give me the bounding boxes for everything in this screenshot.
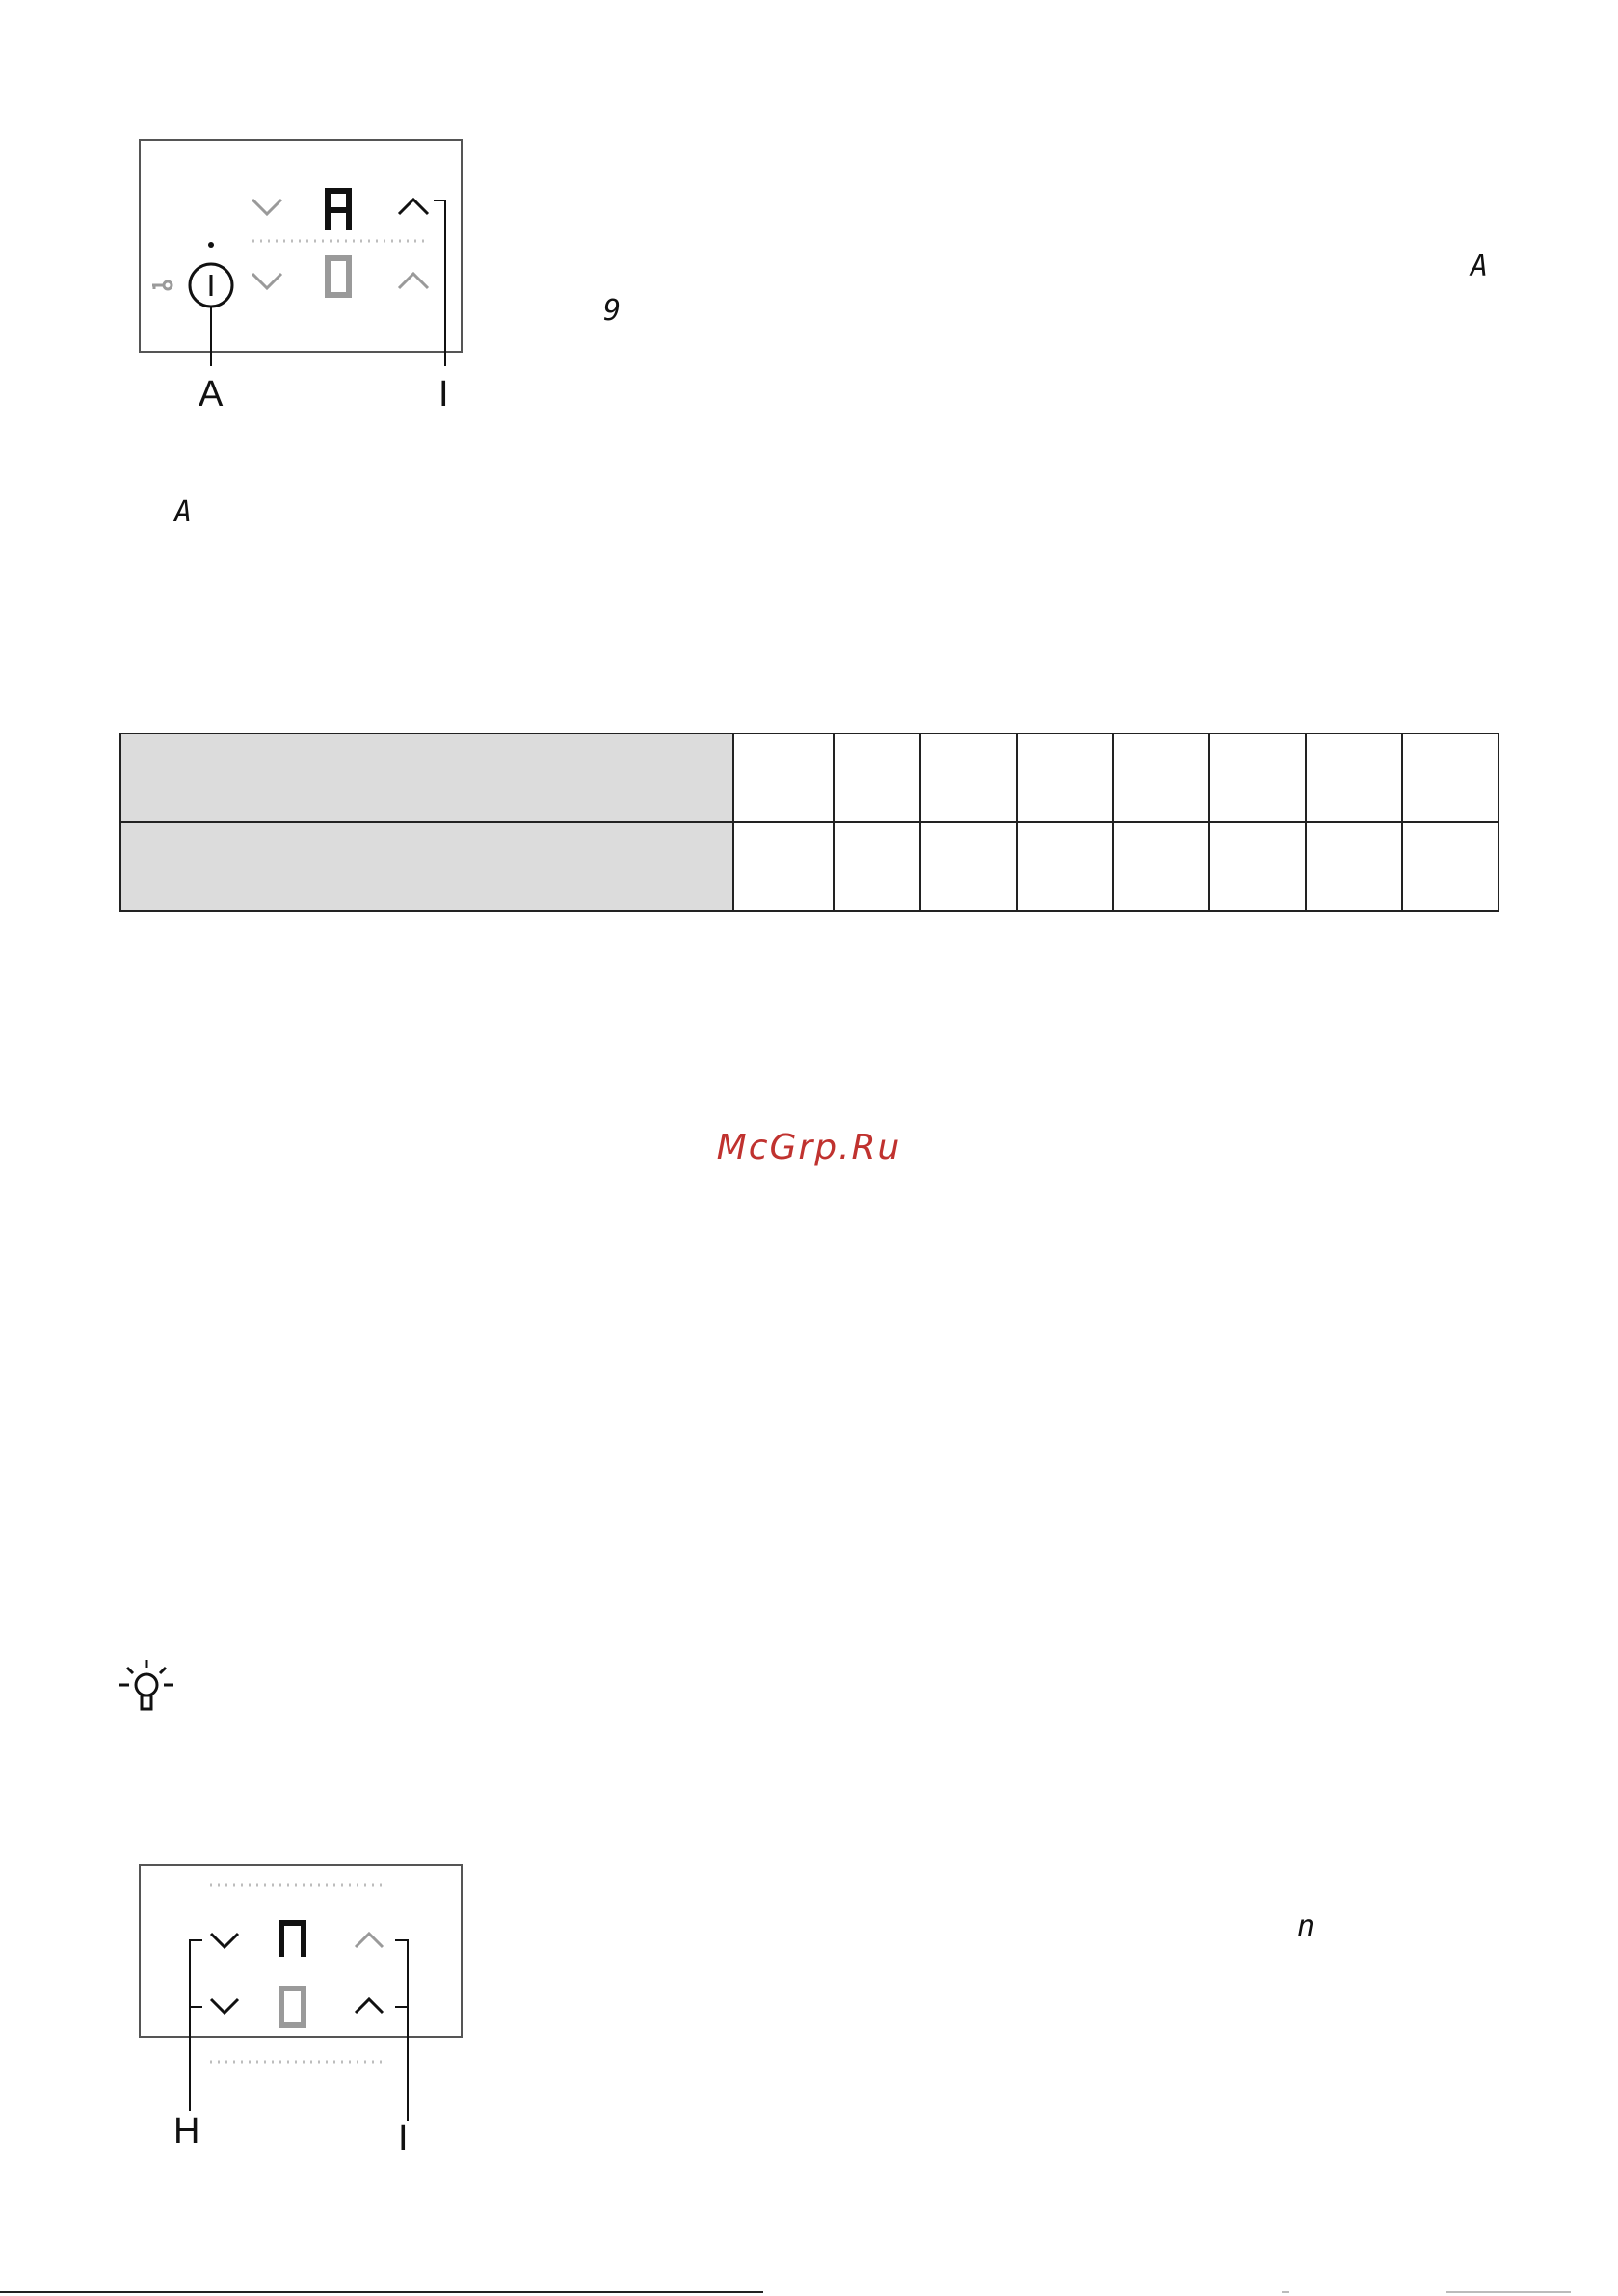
figure-bottom [135, 1860, 482, 2159]
table-cell [1113, 734, 1209, 822]
display-lower-segment [281, 1989, 304, 2025]
table-cell [1113, 822, 1209, 911]
table-cell [1306, 822, 1402, 911]
chevron-up-icon[interactable] [399, 274, 428, 288]
table-cell [834, 734, 920, 822]
callout-label-h: H [173, 2111, 200, 2151]
chevron-down-icon[interactable] [211, 1999, 238, 2013]
footer-rule [0, 2291, 763, 2293]
callout-line-i [434, 200, 445, 366]
footer-rule-faint [1446, 2291, 1571, 2293]
chevron-down-icon[interactable] [211, 1934, 238, 1947]
key-icon [152, 281, 172, 289]
callout-bracket-h [190, 1940, 202, 2007]
callout-bracket-i [395, 1940, 408, 2007]
chevron-up-icon[interactable] [356, 1999, 383, 2013]
table-cell [834, 822, 920, 911]
table-cell [1017, 734, 1113, 822]
figure-top [135, 135, 482, 424]
callout-label-i: I [398, 2119, 409, 2159]
chevron-up-icon[interactable] [399, 200, 428, 214]
footer-rule-faint [1282, 2291, 1289, 2293]
table-cell [1402, 734, 1499, 822]
table-cell [1402, 822, 1499, 911]
inline-glyph: A [174, 495, 193, 529]
inline-glyph: n [1297, 1909, 1315, 1943]
display-lower-segment [328, 258, 349, 295]
table-cell [1209, 822, 1306, 911]
watermark: McGrp.Ru [716, 1128, 902, 1167]
table-cell [733, 822, 834, 911]
table-row [120, 822, 1499, 911]
table-header-cell [120, 734, 733, 822]
lightbulb-icon [114, 1656, 179, 1718]
table-cell [1017, 822, 1113, 911]
display-upper-segment [281, 1923, 304, 1957]
display-upper-segment [328, 191, 349, 227]
inline-glyph: A [1471, 250, 1489, 283]
power-icon[interactable] [190, 242, 232, 307]
table-cell [733, 734, 834, 822]
table-cell [920, 734, 1017, 822]
callout-label-a: A [199, 374, 224, 414]
chevron-down-icon[interactable] [252, 274, 281, 288]
table-row [120, 734, 1499, 822]
table-cell [920, 822, 1017, 911]
callout-label-i: I [438, 374, 449, 414]
inline-glyph: 9 [603, 294, 622, 328]
table-header-cell [120, 822, 733, 911]
chevron-down-icon[interactable] [252, 200, 281, 214]
chevron-up-icon[interactable] [356, 1934, 383, 1947]
table-cell [1306, 734, 1402, 822]
settings-table [119, 733, 1499, 912]
table-cell [1209, 734, 1306, 822]
